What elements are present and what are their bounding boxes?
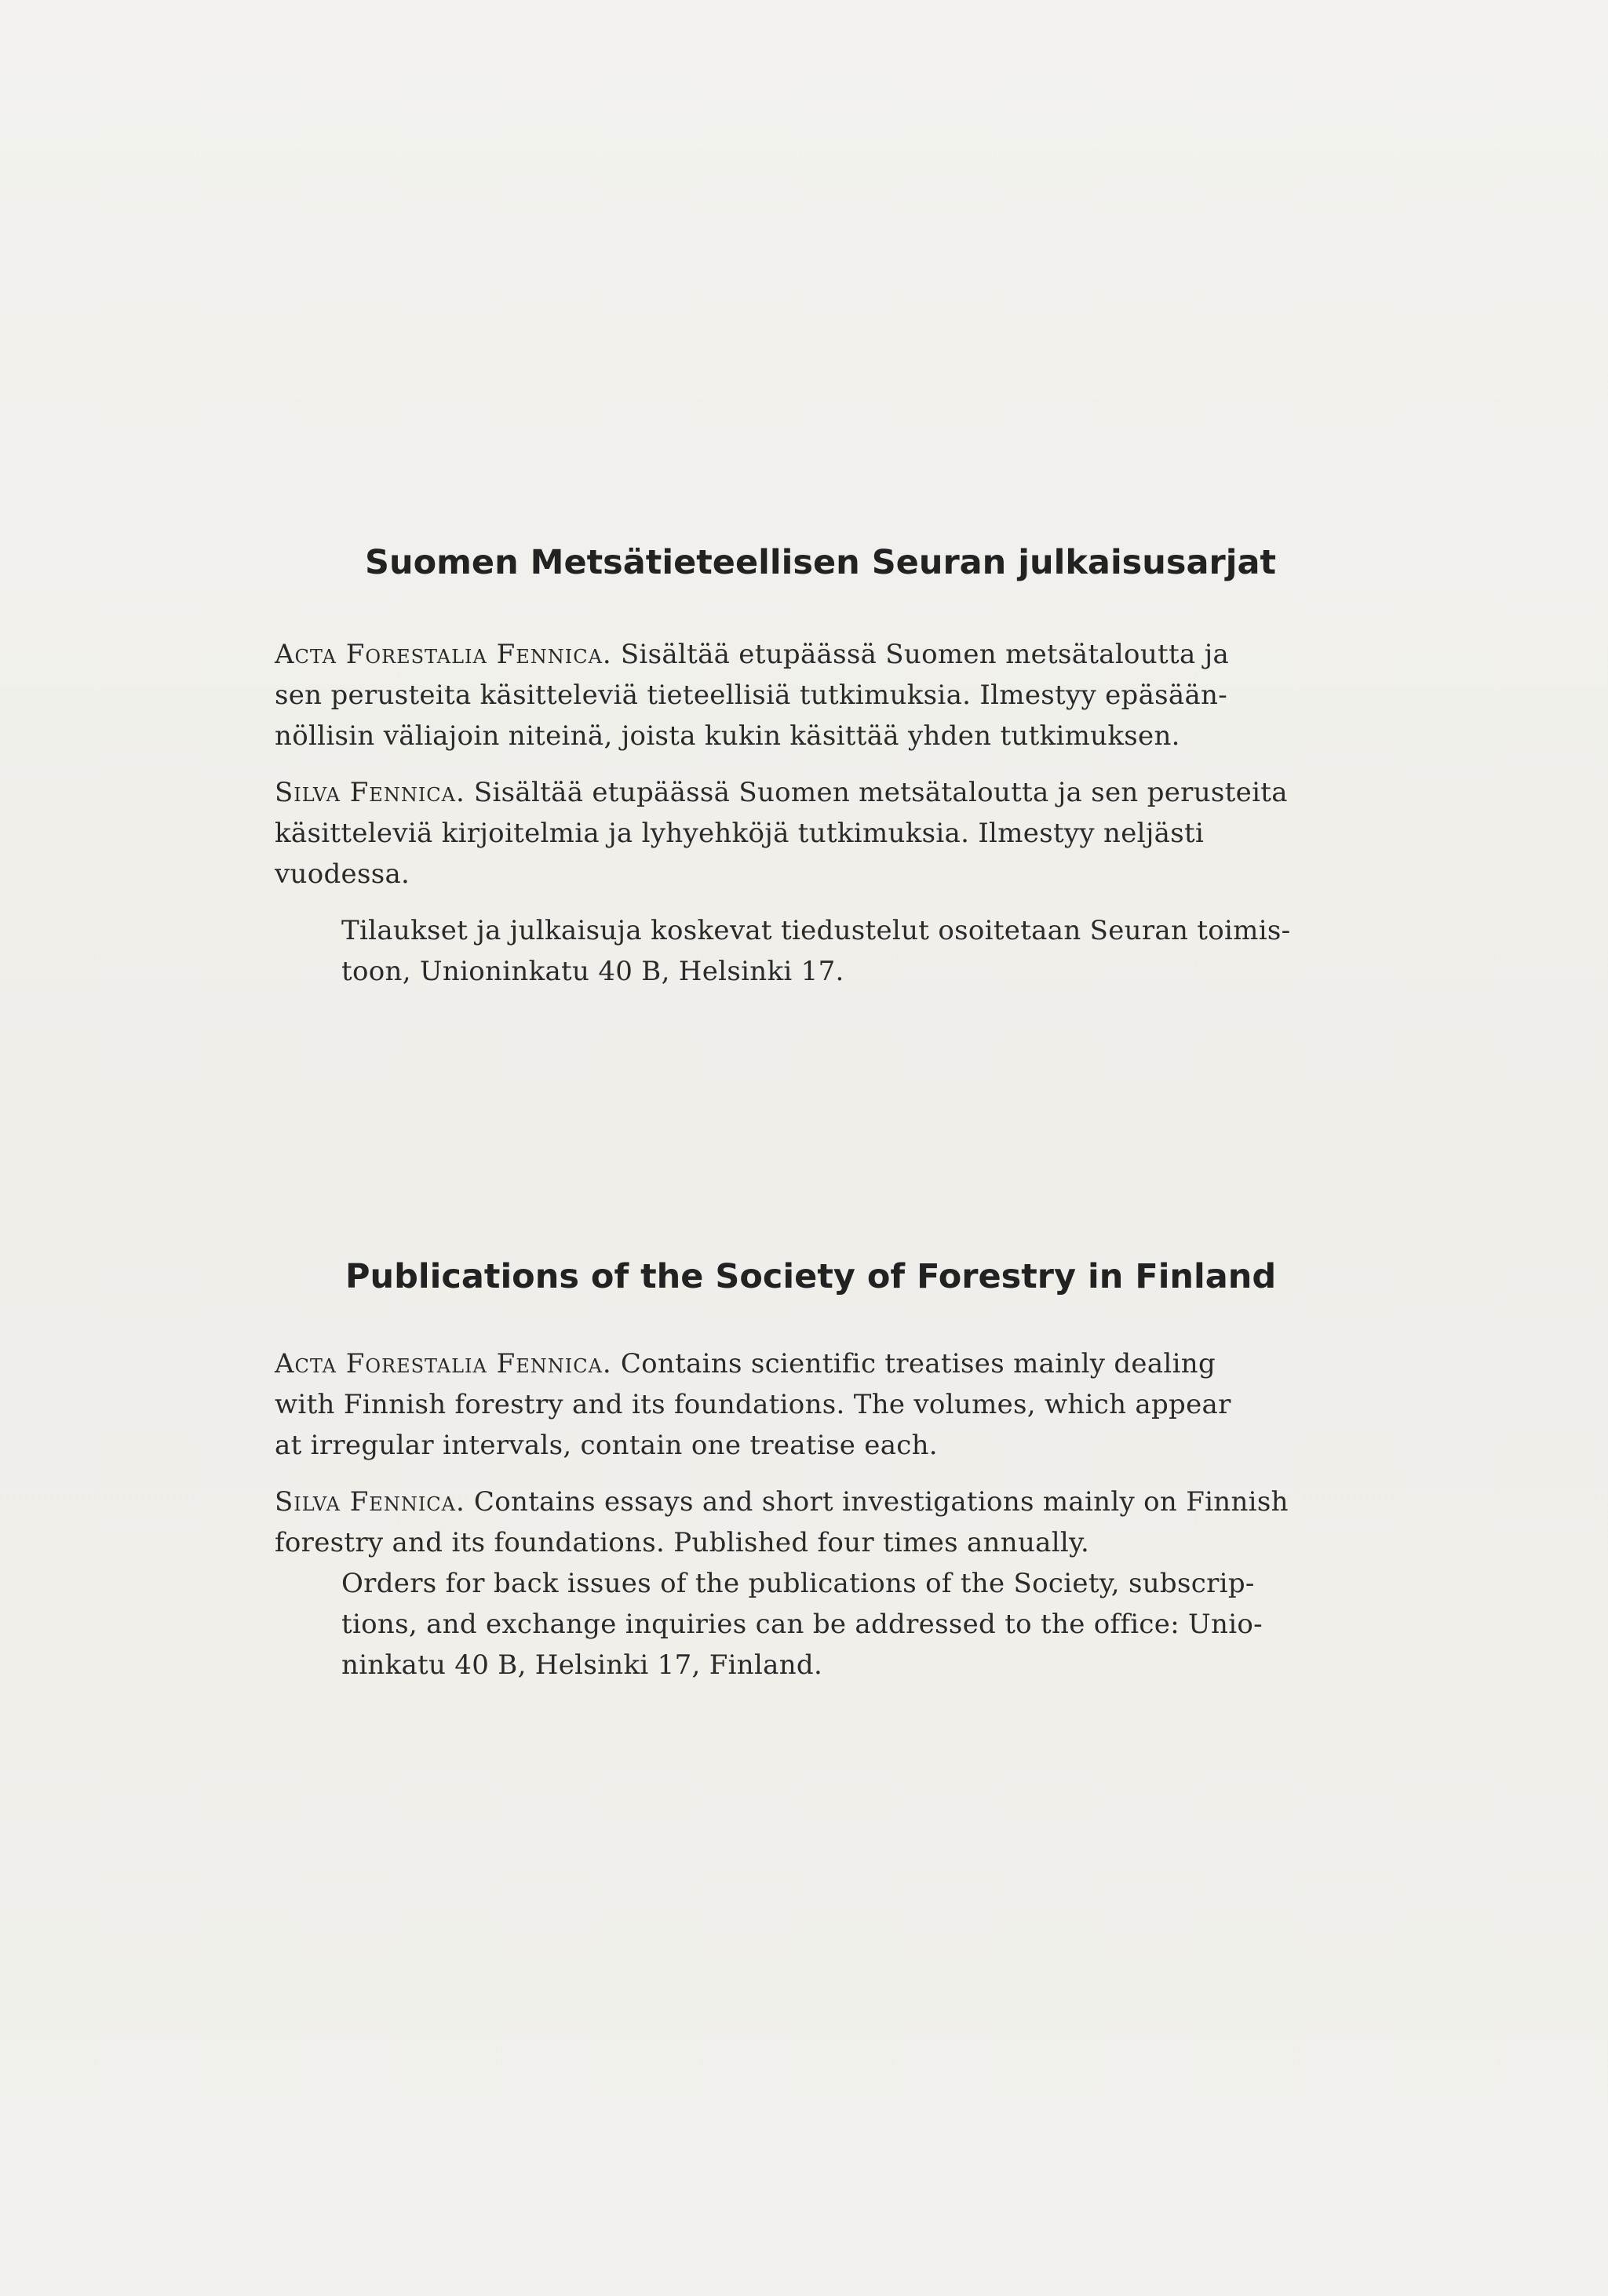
finnish-silva-entry — [275, 772, 1373, 895]
english-acta-entry — [275, 1343, 1373, 1466]
english-orders-line-1: Orders for back issues of the publications of the Society, subscrip- — [341, 1568, 1255, 1599]
finnish-acta-entry — [275, 634, 1373, 756]
english-silva-line-1 — [275, 1481, 1373, 1522]
english-orders-entry — [275, 1563, 1373, 1686]
finnish-silva-line-3: vuodessa. — [275, 858, 410, 890]
english-acta-line-3: at irregular intervals, contain one treatise each. — [275, 1430, 938, 1461]
english-acta-text-1: Contains scientific treatises mainly dealing — [611, 1348, 1216, 1379]
english-orders-line-3: ninkatu 40 B, Helsinki 17, Finland. — [341, 1649, 823, 1681]
english-heading: Publications of the Society of Forestry in Finland — [345, 1257, 1277, 1296]
finnish-orders-line-1: Tilaukset ja julkaisuja koskevat tiedustelut osoitetaan Seuran toimis- — [341, 915, 1291, 946]
finnish-acta-line-3: nöllisin väliajoin niteinä, joista kukin käsittää yhden tutkimuksen. — [275, 720, 1180, 752]
finnish-acta-line-2: sen perusteita käsitteleviä tieteellisiä tutkimuksia. Ilmestyy epäsään- — [275, 680, 1228, 711]
english-silva-series-name: Silva Fennica. — [275, 1486, 465, 1518]
finnish-silva-line-1 — [275, 772, 1373, 813]
english-acta-series-name: Acta Forestalia Fennica. — [275, 1348, 612, 1379]
finnish-orders-line-2: toon, Unioninkatu 40 B, Helsinki 17. — [341, 956, 844, 987]
finnish-acta-series-name: Acta Forestalia Fennica. — [275, 639, 612, 670]
english-silva-entry — [275, 1481, 1373, 1563]
english-section — [275, 1343, 1373, 1686]
finnish-heading: Suomen Metsätieteellisen Seuran julkaisusarjat — [365, 543, 1277, 582]
finnish-acta-text-1: Sisältää etupäässä Suomen metsätaloutta ja — [611, 639, 1230, 670]
english-acta-line-2: with Finnish forestry and its foundations. The volumes, which appear — [275, 1389, 1231, 1420]
finnish-silva-line-2: käsitteleviä kirjoitelmia ja lyhyehköjä tutkimuksia. Ilmestyy neljästi — [275, 818, 1205, 849]
finnish-silva-series-name: Silva Fennica. — [275, 777, 465, 808]
finnish-acta-line-1 — [275, 634, 1373, 675]
finnish-silva-text-1: Sisältää etupäässä Suomen metsätaloutta ja sen perusteita — [465, 777, 1288, 808]
english-acta-line-1 — [275, 1343, 1373, 1384]
finnish-orders-entry — [275, 910, 1373, 992]
english-silva-text-1: Contains essays and short investigations mainly on Finnish — [465, 1486, 1289, 1518]
english-silva-line-2: forestry and its foundations. Published four times annually. — [275, 1527, 1090, 1558]
english-orders-line-2: tions, and exchange inquiries can be addressed to the office: Unio- — [341, 1609, 1263, 1640]
finnish-section — [275, 634, 1373, 992]
